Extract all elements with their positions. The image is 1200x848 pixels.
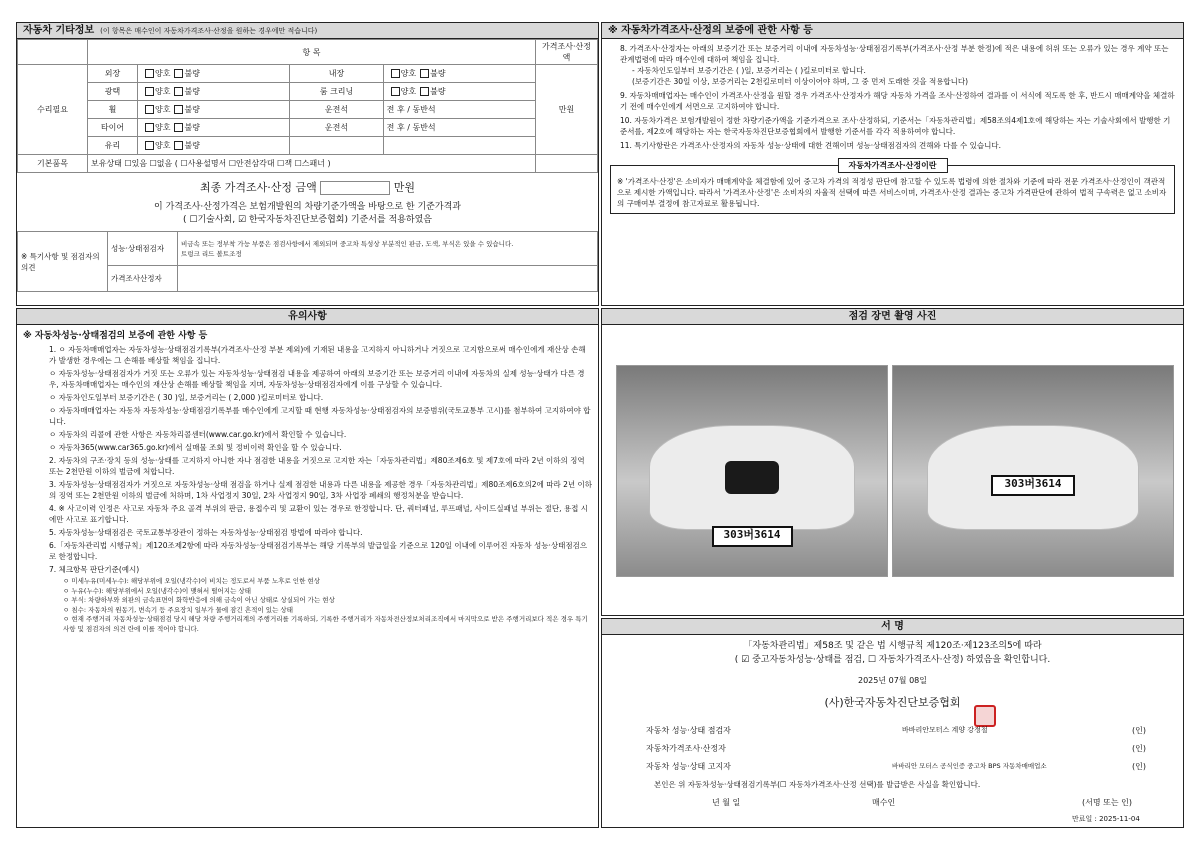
list-item: 7. 체크항목 판단기준(예시) xyxy=(49,565,140,574)
sign-line1: 「자동차관리법」제58조 및 같은 법 시행규칙 제120조·제123조의5에 따라 xyxy=(743,641,1042,651)
checkbox[interactable] xyxy=(391,87,400,96)
opt: 양호 xyxy=(155,141,171,150)
list-item: ㅇ 자동차매매업자는 자동차 자동차성능·상태점검기록부를 매수인에게 고지할 때 현행 자동차성능·상태점검자의 보증범위(국토교통부 고시)를 첨부하여 고지하여야 합니다. xyxy=(49,406,591,426)
rear-plate: 303버3614 xyxy=(991,475,1075,496)
col-item: 항 목 xyxy=(88,40,536,65)
front-photo xyxy=(616,365,888,577)
item: (보증기간은 30일 이상, 보증거리는 2천킬로미터 이상이어야 하며, 그 중 먼저 도래한 것을 적용합니다) xyxy=(632,77,969,86)
sign-org: (사)한국자동차진단보증협회 xyxy=(824,696,961,709)
basis-line1: 이 가격조사·산정가격은 보험개발원의 차량기준가액을 바탕으로 한 기준가격과 xyxy=(154,202,461,212)
etc-note: (이 항목은 매수인이 자동차가격조사·산정을 원하는 경우에만 적습니다) xyxy=(100,27,318,35)
buyer-sign[interactable]: (서명 또는 인) xyxy=(1082,798,1132,807)
sign-date: 2025년 07월 08일 xyxy=(858,676,927,685)
opt: 불량 xyxy=(184,69,200,78)
sign-line3: 본인은 위 자동차성능·상태점검기록부(☐ 자동차가격조사·산정 선택)를 발급받은 사실을 확인합니다. xyxy=(654,780,981,789)
photos-title: 점검 장면 촬영 사진 xyxy=(602,309,1183,325)
basic-label: 기본품목 xyxy=(18,155,88,173)
row-label: 광택 xyxy=(88,83,138,101)
box-title: 자동차가격조사·산정이란 xyxy=(837,158,947,173)
special-a-text: 비금속 또는 정부착 가능 부품은 점검사항에서 제외되며 중고차 특성상 부분적인 판금, 도색, 부식은 있을 수 있습니다. xyxy=(181,239,514,248)
final-price xyxy=(17,179,598,195)
list-item: ㅇ 자동차의 리콜에 관한 사항은 자동차리콜센터(www.car.go.kr)에서 확인할 수 있습니다. xyxy=(49,430,347,439)
etc-info-header xyxy=(17,23,598,39)
checkbox[interactable] xyxy=(420,87,429,96)
col-price: 가격조사·산정액 xyxy=(536,40,598,65)
list-item: 1. ㅇ 자동차매매업자는 자동차성능·상태점검기록부(가격조사·산정 부분 제외)에 기재된 내용을 고지하지 아니하거나 거짓으로 고지함으로써 매수인에게 재산상 손해가 발생한 경우에는 그 손해를 배상할 책임을 집니다. xyxy=(49,345,586,365)
opt: 불량 xyxy=(184,123,200,132)
inspector-label: 자동차 성능·상태 점검자 xyxy=(646,726,731,735)
checkbox[interactable] xyxy=(174,105,183,114)
criteria-item: ㅇ 침수: 자동차의 원동기, 변속기 등 주요장치 일부가 물에 잠긴 흔적이 있는 상태 xyxy=(63,605,293,614)
checkbox[interactable] xyxy=(174,123,183,132)
criteria-item: ㅇ 현재 주행거리 자동차성능·상태점검 당시 해당 차량 주행거리계의 주행거리를 기록하되, 기록한 주행거리가 자동차전산정보처리조직에서 마지막으로 받은 주행거리보다 적은 경우 특기사항 및 점검자의 의견 란에 이를 적어야 합니다. xyxy=(63,615,588,633)
etc-title: 자동차 기타정보 xyxy=(23,25,95,36)
basis-line2: ( ☐기술사회, ☑ 한국자동차진단보증협회) 기준서를 적용하였음 xyxy=(183,215,432,225)
checkbox[interactable] xyxy=(174,87,183,96)
checkbox[interactable] xyxy=(145,141,154,150)
inspector-name: 바바리안모터스 계양 강정철 xyxy=(902,726,988,734)
etc-info-panel xyxy=(16,22,599,306)
opt: 양호 xyxy=(155,87,171,96)
list-item: 2. 자동차의 구조·장치 등의 성능·상태를 고지하지 아니한 자나 점검한 내용을 거짓으로 고지한 자는「자동차관리법」제80조제6호 및 제7호에 따라 2년 이하의 징역 또는 2천만원 이하의 벌금에 처합니다. xyxy=(49,456,585,476)
checkbox[interactable] xyxy=(420,69,429,78)
item: 8. 가격조사·산정자는 아래의 보증기간 또는 보증거리 이내에 자동차성능·상태점검기록부(가격조사·산정 부분 한정)에 적은 내용에 허위 또는 오류가 있는 경우 계약 또는 관계법령에 따라 매수인에 대하여 책임을 집니다. xyxy=(620,44,1169,64)
sign-line2: ( ☑ 중고자동차성능·상태를 점검, ☐ 자동차가격조사·산정) 하였음을 확인합니다. xyxy=(734,655,1051,665)
opt: 양호 xyxy=(400,87,417,96)
sign-title: 서 명 xyxy=(602,619,1183,635)
checkbox[interactable] xyxy=(174,69,183,78)
box-text: ※ '가격조사·산정'은 소비자가 매매계약을 체결함에 있어 중고차 가격의 적정성 판단에 참고할 수 있도록 법령에 의한 절차와 기준에 따라 전문 가격조사·산정인이 객관적으로 제시한 가액입니다. 따라서 '가격조사·산정'은 소비자의 자율적 선택에 따른 서비스이며, 가격조사·산정 결과는 중고차 가격판단에 관하여 법적 구속력은 없고 소비자의 구매여부 결정에 참고자료로 활용됩니다. xyxy=(617,177,1167,208)
price-unit: 만원 xyxy=(536,65,598,155)
special-b-label: 가격조사산정자 xyxy=(108,266,178,292)
final-label: 최종 가격조사·산정 금액 xyxy=(199,181,317,194)
item: 10. 자동차가격은 보험개발원이 정한 차량기준가액을 기준가격으로 조사·산정하되, 기준서는「자동차관리법」제58조의4제1호에 해당하는 자는 기술사회에서 발행한 기준서를, 제2호에 해당하는 자는 한국자동차진단보증협회에서 발행한 기준서를 각각 적용하여야 합니다. xyxy=(620,116,1171,136)
opt: 불량 xyxy=(430,69,446,78)
row-label: 외장 xyxy=(88,65,138,83)
list-item: 6.「자동차관리법 시행규칙」제120조제2항에 따라 자동차성능·상태점검기록부는 해당 기록부의 발급일을 기준으로 120일 이내에 이루어진 자동차 성능·상태점검으로 한정합니다. xyxy=(49,541,588,561)
row-label: 운전석 xyxy=(290,101,383,119)
item: 11. 특기사항란은 가격조사·산정자의 자동차 성능·상태에 대한 견해이며 성능·상태점검자의 견해와 다를 수 있습니다. xyxy=(620,141,1001,150)
row-opts: 전 후 / 동반석 xyxy=(383,119,535,137)
item: 9. 자동차매매업자는 매수인이 가격조사·산정을 원할 경우 가격조사·산정자가 해당 자동차 가격을 조사·산정하여 결과를 이 서식에 적도록 한 후, 반드시 매매계약을 체결하기 전에 매수인에게 서면으로 고지하여야 합니다. xyxy=(620,91,1175,111)
row-label: 휠 xyxy=(88,101,138,119)
criteria-list xyxy=(17,577,598,634)
checkbox[interactable] xyxy=(145,69,154,78)
notifier-seal: (인) xyxy=(1132,762,1146,771)
row-label: 유리 xyxy=(88,137,138,155)
notifier-name: 바바리안 모터스 공식인증 중고차 BPS 자동차매매업소 xyxy=(892,762,1047,770)
org-seal-icon xyxy=(974,705,996,727)
opt: 양호 xyxy=(400,69,417,78)
appraiser-label: 자동차가격조사·산정자 xyxy=(646,744,726,753)
caution-sec: ※ 자동차성능·상태점검의 보증에 관한 사항 등 xyxy=(23,331,208,341)
price-guarantee-title: ※ 자동차가격조사·산정의 보증에 관한 사항 등 xyxy=(602,23,1183,39)
sign-panel xyxy=(601,618,1184,828)
checkbox[interactable] xyxy=(145,87,154,96)
final-input[interactable] xyxy=(320,181,390,195)
front-plate: 303버3614 xyxy=(712,526,793,547)
criteria-item: ㅇ 누유(누수): 해당부위에서 오일(냉각수)이 맺혀서 떨어지는 상태 xyxy=(63,586,251,595)
opt: 불량 xyxy=(184,87,200,96)
list-item: 4. ※ 사고이력 인정은 사고로 자동차 주요 골격 부위의 판금, 용접수리 및 교환이 있는 경우로 한정합니다. 단, 쿼터패널, 루프패널, 사이드실패널 부위는 절단, 용접 시에만 사고로 표기합니다. xyxy=(49,504,589,524)
special-label: ※ 특기사항 및 점검자의 의견 xyxy=(18,232,108,292)
list-item: 3. 자동차성능·상태점검자가 거짓으로 자동차성능·상태 점검을 하거나 실제 점검한 내용과 다른 내용을 제공한 경우「자동차관리법」제80조제6호의2에 따라 2년 이하의 징역 또는 2천만원 이하의 벌금에 처하며, 1차 사업정지 30일, 2차 사업정지 90일, 3차 사업장 폐쇄의 행정처분을 받습니다. xyxy=(49,480,592,500)
price-guarantee-panel xyxy=(601,22,1184,306)
list-item: 5. 자동차성능·상태점검은 국토교통부장관이 정하는 자동차성능·상태점검 방법에 따라야 합니다. xyxy=(49,528,363,537)
caution-title: 유의사항 xyxy=(17,309,598,325)
price-guarantee-items xyxy=(602,39,1183,151)
row-label: 타이어 xyxy=(88,119,138,137)
list-item: ㅇ 자동차인도일부터 보증기간은 ( 30 )일, 보증거리는 ( 2,000 )킬로미터로 합니다. xyxy=(49,393,324,402)
repair-label: 수리필요 xyxy=(18,65,88,155)
opt: 불량 xyxy=(184,105,200,114)
etc-table xyxy=(17,39,598,173)
opt: 양호 xyxy=(155,69,171,78)
opt: 양호 xyxy=(155,123,171,132)
list-item: ㅇ 자동차365(www.car365.go.kr)에서 실매물 조회 및 정비이력 확인을 할 수 있습니다. xyxy=(49,443,342,452)
photos-panel xyxy=(601,308,1184,616)
caution-list xyxy=(17,344,598,575)
price-definition-box xyxy=(610,161,1175,214)
opt: 양호 xyxy=(155,105,171,114)
criteria-item: ㅇ 부식: 차량하부와 외판의 금속표면이 화학반응에 의해 금속이 아닌 상태로 상실되어 가는 현상 xyxy=(63,596,335,604)
special-a-text2: 트렁크 리드 볼트조정 xyxy=(181,249,242,258)
checkbox[interactable] xyxy=(391,69,400,78)
checkbox[interactable] xyxy=(145,105,154,114)
caution-panel xyxy=(16,308,599,828)
notifier-label: 자동차 성능·상태 고지자 xyxy=(646,762,731,771)
criteria-item: ㅇ 미세누유(미세누수): 해당부위에 오일(냉각수)이 비치는 정도로서 부품 노후로 인한 현상 xyxy=(63,577,320,585)
row-opts: 전 후 / 동반석 xyxy=(383,101,535,119)
rear-photo xyxy=(892,365,1174,577)
checkbox[interactable] xyxy=(174,141,183,150)
buyer-label: 매수인 xyxy=(872,798,896,807)
special-a-label: 성능·상태점검자 xyxy=(108,232,178,266)
row-label: 룸 크리닝 xyxy=(290,83,383,101)
basic-row: 보유상태 ☐있음 ☐없음 ( ☐사용설명서 ☐안전삼각대 ☐잭 ☐스패너 ) xyxy=(88,155,536,173)
opt: 불량 xyxy=(184,141,200,150)
expiry-date: 만료일 : 2025-11-04 xyxy=(1072,815,1140,823)
final-unit: 만원 xyxy=(393,181,415,194)
special-table xyxy=(17,231,598,292)
appraiser-seal: (인) xyxy=(1132,744,1146,753)
row-label: 내장 xyxy=(290,65,383,83)
opt: 불량 xyxy=(430,87,446,96)
item: - 자동차인도일부터 보증기간은 ( )일, 보증거리는 ( )킬로미터로 합니다. xyxy=(632,66,866,75)
inspector-seal: (인) xyxy=(1132,726,1146,735)
row-label: 운전석 xyxy=(290,119,383,137)
grille-shape xyxy=(725,461,779,495)
checkbox[interactable] xyxy=(145,123,154,132)
list-item: ㅇ 자동차성능·상태점검자가 거짓 또는 오류가 있는 자동차성능·상태점검 내용을 제공하여 아래의 보증기간 또는 보증거리 이내에 자동차의 실제 성능·상태가 다른 경우, 자동차매매업자는 매수인의 재산상 손해를 배상할 책임을 지며, 자동차성능·상태점검자에게 이를 구상할 수 있습니다. xyxy=(49,369,585,389)
buyer-date: 년 월 일 xyxy=(712,798,741,807)
